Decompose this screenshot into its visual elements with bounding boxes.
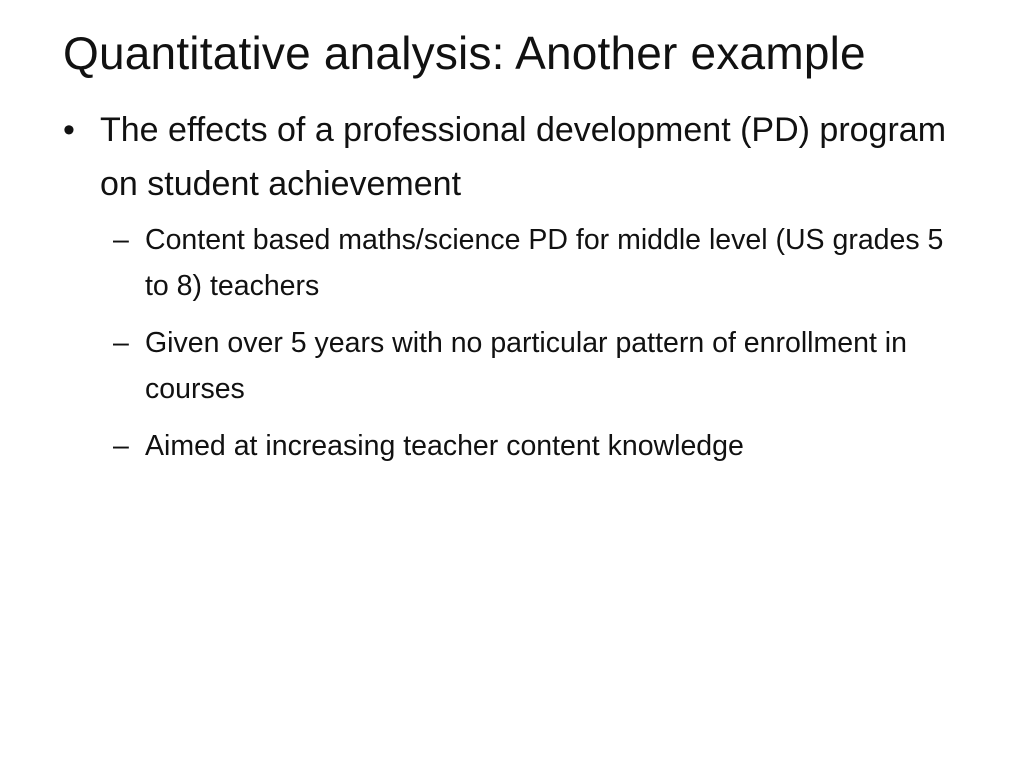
- sub-bullet-marker: –: [113, 327, 129, 359]
- sub-bullet-item: [100, 320, 954, 412]
- bullet-text: The effects of a professional development (PD) program on student achievement: [100, 111, 947, 203]
- bullet-item: [63, 103, 954, 469]
- sub-bullet-text: Content based maths/science PD for middle level (US grades 5 to 8) teachers: [145, 224, 944, 302]
- bullet-marker: •: [63, 111, 75, 149]
- sub-bullet-item: [100, 423, 954, 469]
- bullet-list: [63, 103, 954, 469]
- sub-bullet-text: Given over 5 years with no particular pattern of enrollment in courses: [145, 327, 907, 405]
- slide-title: Quantitative analysis: Another example: [63, 27, 866, 79]
- sub-bullet-marker: –: [113, 224, 129, 256]
- sub-bullet-list: [100, 217, 954, 469]
- sub-bullet-item: [100, 217, 954, 309]
- sub-bullet-marker: –: [113, 430, 129, 462]
- sub-bullet-text: Aimed at increasing teacher content knowledge: [145, 430, 744, 462]
